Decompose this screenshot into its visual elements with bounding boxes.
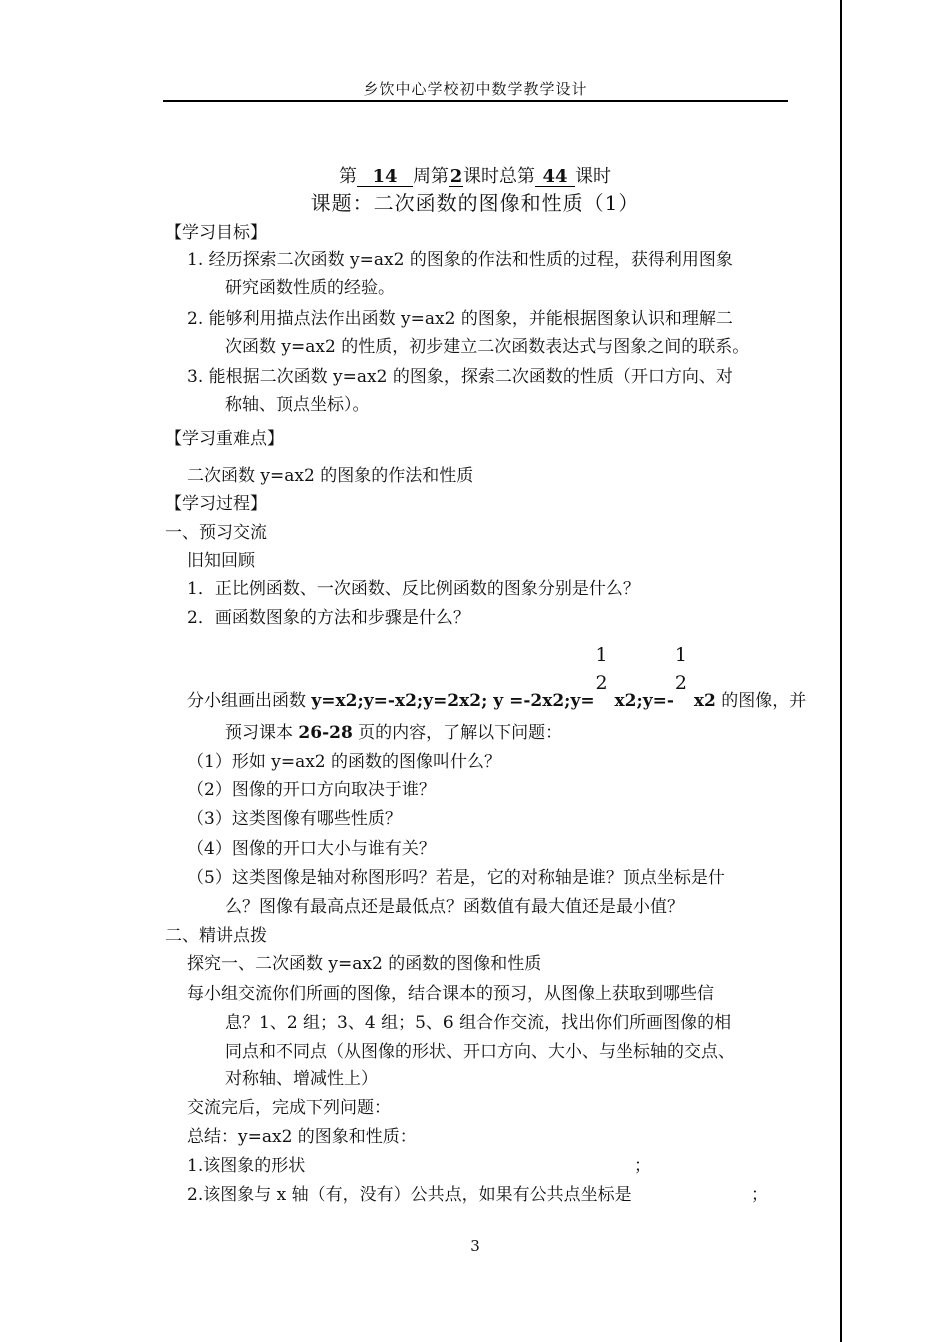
objectives-heading: 【学习目标】 xyxy=(165,223,267,243)
week-period-line xyxy=(0,166,950,188)
week-number: 14 xyxy=(357,168,413,187)
preview-question: （2）图像的开口方向取决于谁？ xyxy=(187,780,436,800)
preview-pages: 26-28 xyxy=(298,723,353,743)
function-list: x2 xyxy=(687,691,716,711)
fraction-numerator: 1 xyxy=(595,644,608,666)
section-heading: 一、预习交流 xyxy=(165,523,267,543)
group-work-line: 对称轴、增减性上） xyxy=(225,1069,378,1089)
objective-line: 次函数 y=ax2 的性质，初步建立二次函数表达式与图象之间的联系。 xyxy=(225,337,750,357)
review-question: 1．正比例函数、一次函数、反比例函数的图象分别是什么？ xyxy=(187,579,640,599)
fill-blank-2: 2.该图象与 x 轴（有，没有）公共点，如果有公共点坐标是 xyxy=(187,1185,632,1205)
process-heading: 【学习过程】 xyxy=(165,494,267,514)
preview-line xyxy=(225,722,562,744)
function-list: x2;y=- xyxy=(608,691,674,711)
group-work-line: 息？1、2 组；3、4 组；5、6 组合作交流，找出你们所画图像的相 xyxy=(225,1013,732,1033)
objective-line: 称轴、顶点坐标）。 xyxy=(225,395,370,415)
section-heading: 二、精讲点拨 xyxy=(165,926,267,946)
preview-question: （3）这类图像有哪些性质？ xyxy=(187,809,402,829)
week-mid: 周第 xyxy=(413,166,449,187)
period-number: 2 xyxy=(449,166,463,187)
group-task-suffix: 的图像，并 xyxy=(715,691,807,711)
lesson-title: 课题：二次函数的图像和性质（1） xyxy=(310,191,640,215)
preview-question: （5）这类图像是轴对称图形吗？若是，它的对称轴是谁？顶点坐标是什 xyxy=(187,868,725,888)
fraction-numerator: 1 xyxy=(674,644,687,666)
objective-line: 1. 经历探索二次函数 y=ax2 的图象的作法和性质的过程，获得利用图象 xyxy=(187,250,733,270)
total-suffix: 课时 xyxy=(575,166,611,187)
running-header: 乡饮中心学校初中数学教学设计 xyxy=(363,80,588,98)
summary-title: 总结：y=ax2 的图象和性质： xyxy=(187,1127,417,1147)
preview-question: 么？图像有最高点还是最低点？函数值有最大值还是最小值？ xyxy=(225,897,684,917)
key-points-heading: 【学习重难点】 xyxy=(165,429,284,449)
header-rule xyxy=(163,100,788,102)
fraction-bar xyxy=(674,667,688,668)
preview-question: （4）图像的开口大小与谁有关？ xyxy=(187,839,436,859)
objective-line: 研究函数性质的经验。 xyxy=(225,278,395,298)
fraction-denominator: 2 xyxy=(595,672,608,694)
group-task-prefix: 分小组画出函数 xyxy=(187,691,312,711)
total-number: 44 xyxy=(535,168,575,187)
period-mid: 课时总第 xyxy=(463,166,535,187)
preview-question: （1）形如 y=ax2 的函数的图像叫什么？ xyxy=(187,752,502,772)
fraction-denominator: 2 xyxy=(674,672,687,694)
key-points-text: 二次函数 y=ax2 的图象的作法和性质 xyxy=(187,466,474,486)
fraction-bar xyxy=(595,667,609,668)
fraction-one-half xyxy=(674,644,688,706)
week-prefix: 第 xyxy=(339,166,357,187)
review-title: 旧知回顾 xyxy=(187,551,255,571)
function-list: y=x2;y=-x2;y=2x2; y =-2x2;y= xyxy=(311,691,595,711)
preview-text: 预习课本 xyxy=(225,723,299,743)
page-number: 3 xyxy=(470,1237,480,1255)
after-exchange: 交流完后，完成下列问题： xyxy=(187,1098,391,1118)
fill-blank-1-end: ； xyxy=(634,1156,651,1176)
fill-blank-1: 1.该图象的形状 xyxy=(187,1156,306,1176)
group-task-line xyxy=(187,644,807,712)
explore-title: 探究一、二次函数 y=ax2 的函数的图像和性质 xyxy=(187,954,542,974)
review-question: 2．画函数图象的方法和步骤是什么？ xyxy=(187,608,470,628)
objective-line: 2. 能够利用描点法作出函数 y=ax2 的图象，并能根据图象认识和理解二 xyxy=(187,309,733,329)
objective-line: 3. 能根据二次函数 y=ax2 的图象，探索二次函数的性质（开口方向、对 xyxy=(187,367,733,387)
preview-text: 页的内容，了解以下问题： xyxy=(352,723,563,743)
fill-blank-2-end: ； xyxy=(751,1185,768,1205)
group-work-line: 同点和不同点（从图像的形状、开口方向、大小、与坐标轴的交点、 xyxy=(225,1042,735,1062)
fraction-one-half xyxy=(595,644,609,706)
group-work-line: 每小组交流你们所画的图像，结合课本的预习，从图像上获取到哪些信 xyxy=(187,984,714,1004)
